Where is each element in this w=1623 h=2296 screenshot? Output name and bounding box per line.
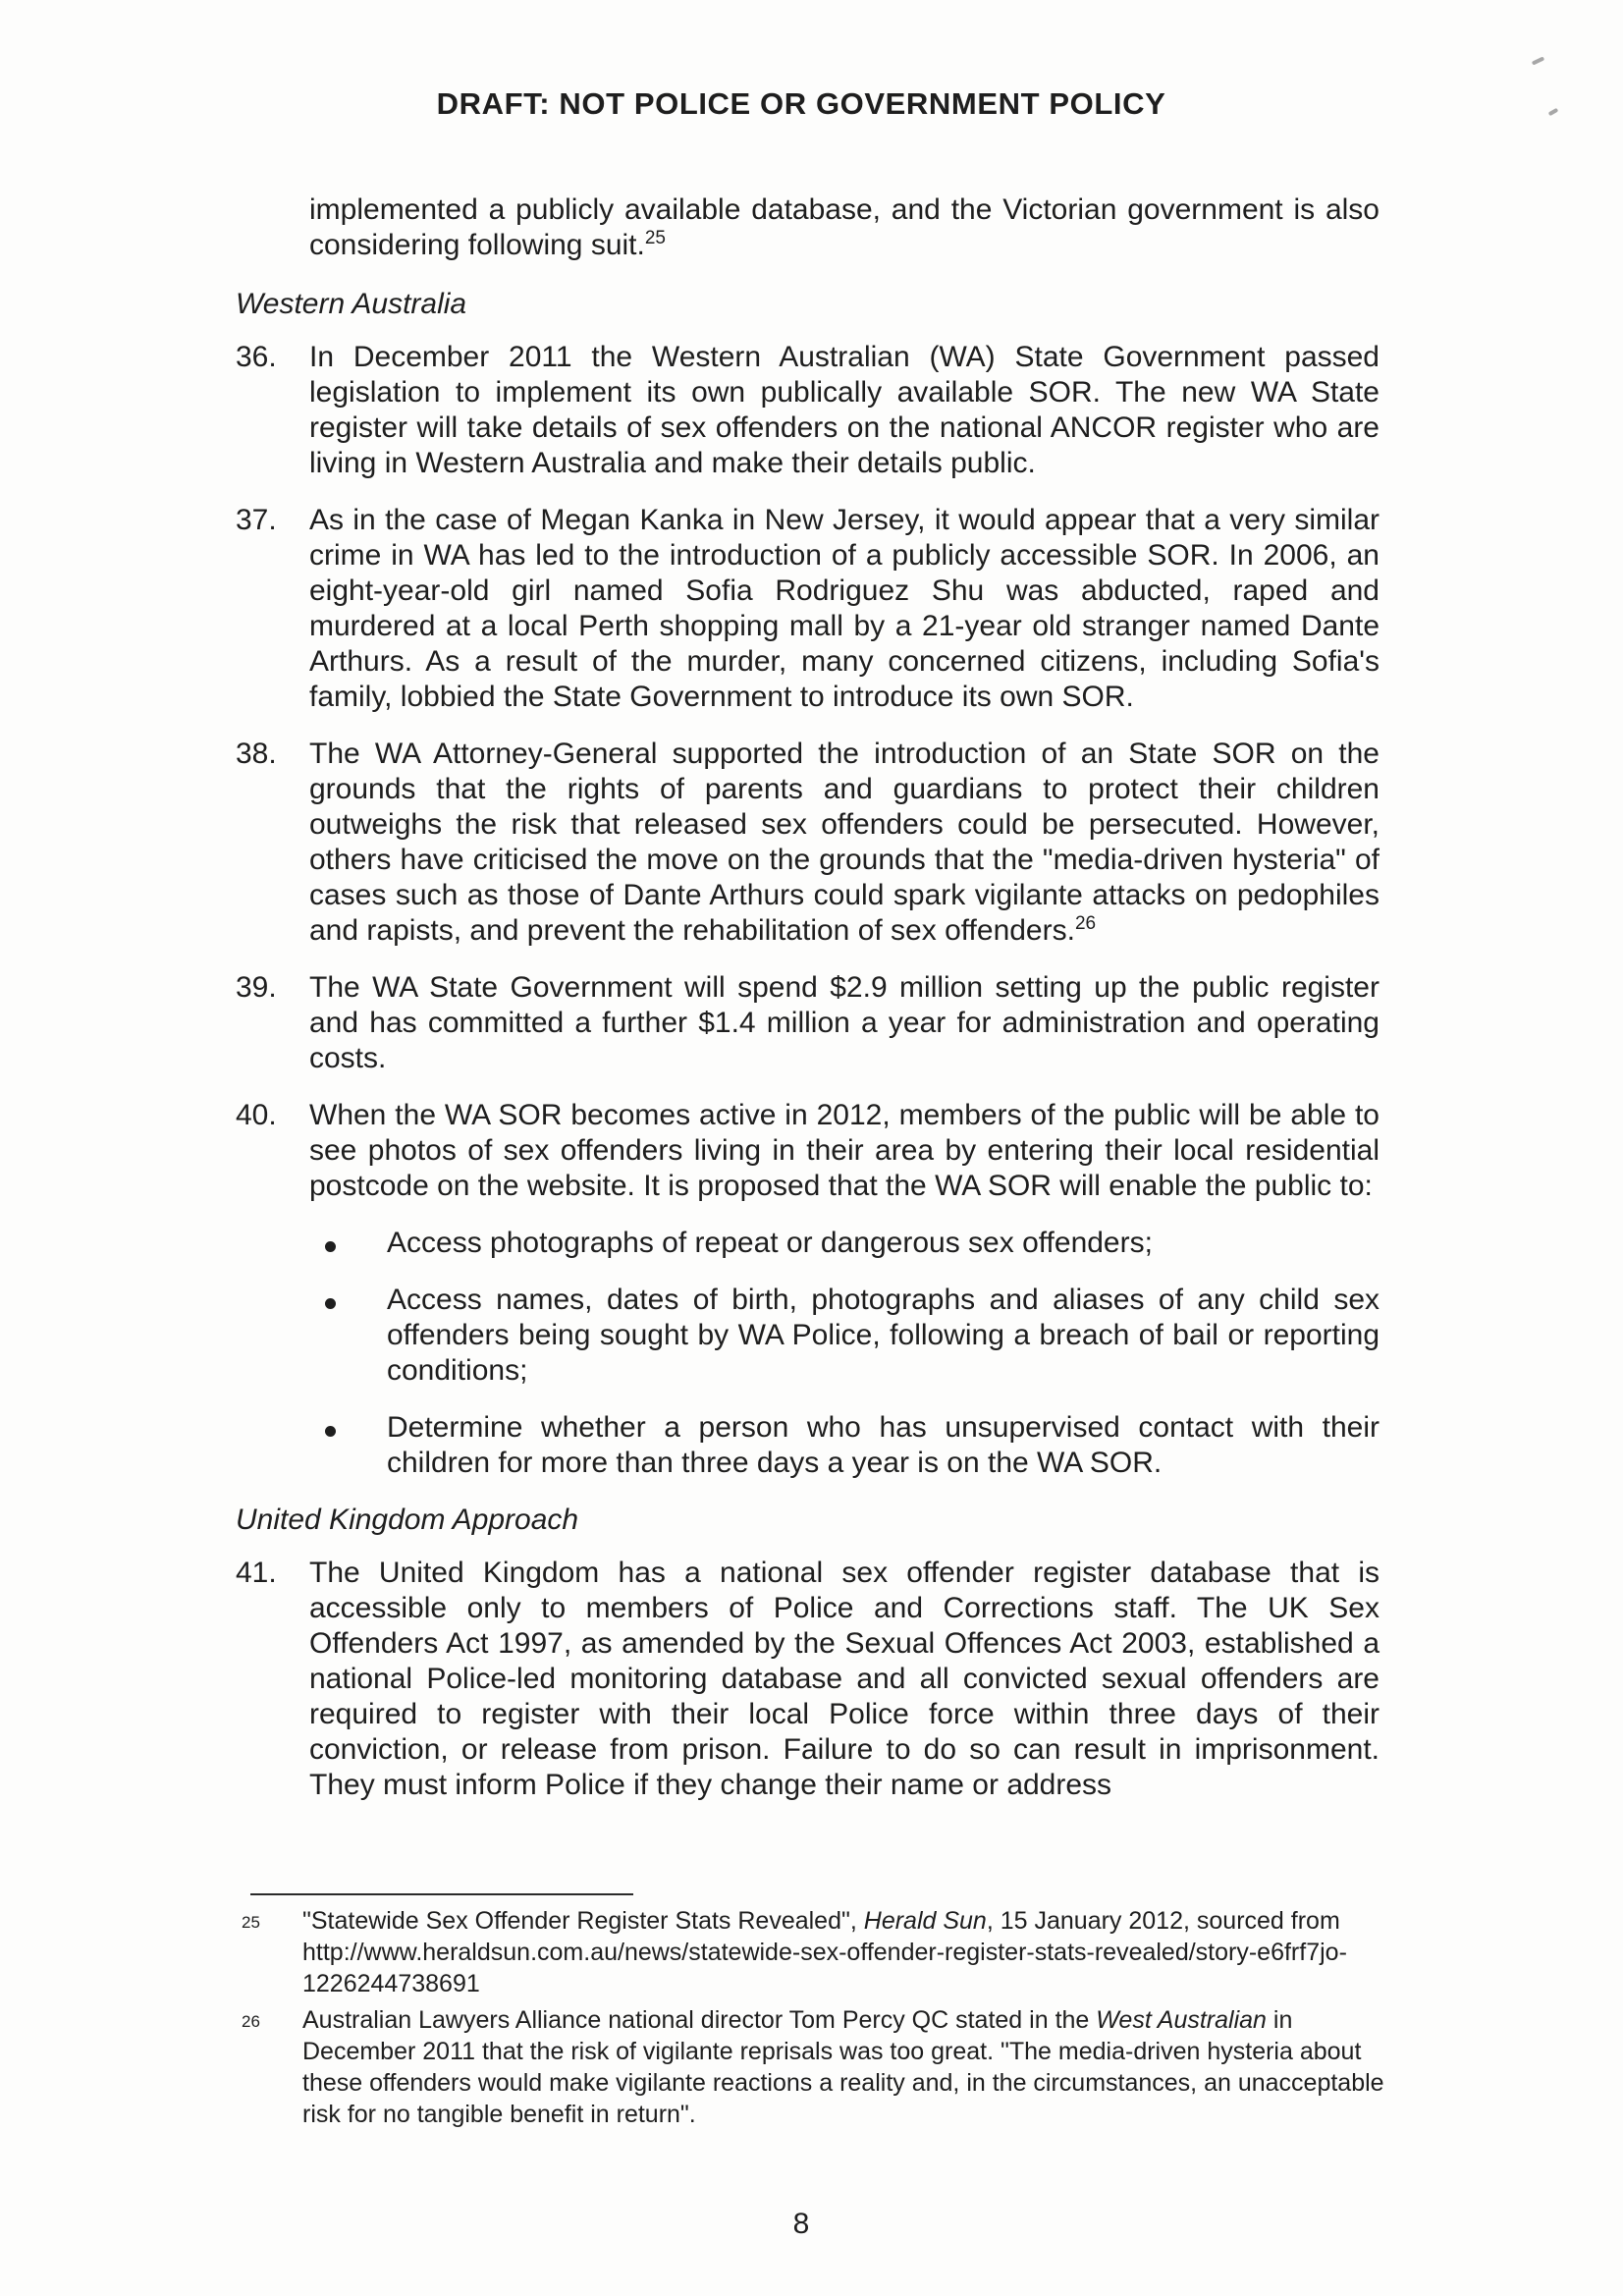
numbered-paragraph-41 xyxy=(236,1556,1389,1803)
footnote-text-part: in December 2011 that the risk of vigilante reprisals was too great. "The media-driven hysteria about these offenders would make vigilante reactions a reality and, in the circumstances, an unacceptable risk for no tangible benefit in return". xyxy=(302,2006,1384,2128)
footnote-text-part: , 15 January 2012, sourced from http://www.heraldsun.com.au/news/statewide-sex-offender-register-stats-revealed/story-e6frf7jo-1226244738691 xyxy=(302,1907,1347,1997)
page-title: DRAFT: NOT POLICE OR GOVERNMENT POLICY xyxy=(436,86,1166,121)
footnote-25 xyxy=(236,1905,1399,1999)
paragraph-number: 39. xyxy=(236,971,277,1004)
paragraph-text xyxy=(309,737,1380,949)
footnote-citation-italic: Herald Sun xyxy=(863,1907,987,1935)
section-heading-united-kingdom: United Kingdom Approach xyxy=(236,1503,579,1536)
bullet-icon xyxy=(309,1226,387,1261)
bullet-text: Access names, dates of birth, photographs and aliases of any child sex offenders being sought by WA Police, following a breach of bail or reporting conditions; xyxy=(387,1284,1380,1387)
bullet-icon xyxy=(309,1410,387,1481)
paragraph-number: 40. xyxy=(236,1099,277,1131)
section-heading-western-australia: Western Australia xyxy=(236,288,467,320)
footnote-text xyxy=(302,1905,1387,1999)
numbered-paragraph-38 xyxy=(236,737,1389,949)
numbered-paragraph-36 xyxy=(236,340,1389,481)
paragraph-text: The WA State Government will spend $2.9 million setting up the public register and has committed a further $1.4 million a year for administration and operating costs. xyxy=(309,971,1380,1074)
numbered-paragraph-37 xyxy=(236,503,1389,715)
footnotes-section xyxy=(236,1893,1399,2135)
footnote-citation-italic: West Australian xyxy=(1096,2006,1267,2034)
numbered-paragraph-40 xyxy=(236,1098,1389,1204)
paragraph-text: When the WA SOR becomes active in 2012, members of the public will be able to see photos of sex offenders living in their area by entering their local residential postcode on the website. It is proposed that the WA SOR will enable the public to: xyxy=(309,1099,1380,1202)
paragraph-number: 38. xyxy=(236,738,277,770)
paragraph-continuation xyxy=(309,192,1380,263)
footnote-ref-26: 26 xyxy=(1074,913,1097,934)
bullet-item xyxy=(309,1283,1389,1389)
document-body xyxy=(236,192,1389,1825)
bullet-item xyxy=(309,1226,1389,1261)
paragraph-text: The United Kingdom has a national sex offender register database that is accessible only to members of Police and Corrections staff. The UK Sex Offenders Act 1997, as amended by the Sexual Offences Act 2003, established a national Police-led monitoring database and all convicted sexual offenders are required to register with their local Police force within three days of their conviction, or release from prison. Failure to do so can result in imprisonment. They must inform Police if they change their name or address xyxy=(309,1557,1380,1801)
paragraph-number: 37. xyxy=(236,504,277,536)
bullet-text: Determine whether a person who has unsupervised contact with their children for more than three days a year is on the WA SOR. xyxy=(387,1411,1380,1479)
bullet-item xyxy=(309,1410,1389,1481)
bullet-icon xyxy=(309,1283,387,1389)
paragraph-text: implemented a publicly available database, and the Victorian government is also considering following suit. xyxy=(309,193,1380,261)
footnote-separator xyxy=(250,1893,633,1895)
footnote-26 xyxy=(236,2004,1399,2130)
page-number: 8 xyxy=(792,2208,810,2240)
paragraph-text: In December 2011 the Western Australian (WA) State Government passed legislation to implement its own publically available SOR. The new WA State register will take details of sex offenders on the national ANCOR register who are living in Western Australia and make their details public. xyxy=(309,341,1380,479)
footnote-number: 26 xyxy=(242,2012,260,2031)
paragraph-number: 41. xyxy=(236,1557,277,1589)
numbered-paragraph-39 xyxy=(236,970,1389,1076)
footnote-text-part: "Statewide Sex Offender Register Stats Revealed", xyxy=(302,1907,864,1935)
paragraph-number: 36. xyxy=(236,341,277,373)
scan-artifact xyxy=(1532,56,1544,65)
footnote-ref-25: 25 xyxy=(644,228,666,248)
footnote-text xyxy=(302,2004,1387,2130)
footnote-number: 25 xyxy=(242,1913,260,1932)
paragraph-text-inline: The WA Attorney-General supported the introduction of an State SOR on the grounds that the rights of parents and guardians to protect their children outweighs the risk that released sex offenders could be persecuted. However, others have criticised the move on the grounds that the "media-driven hysteria" of cases such as those of Dante Arthurs could spark vigilante attacks on pedophiles and rapists, and prevent the rehabilitation of sex offenders. xyxy=(309,738,1380,947)
paragraph-text: As in the case of Megan Kanka in New Jersey, it would appear that a very similar crime in WA has led to the introduction of a publicly accessible SOR. In 2006, an eight-year-old girl named Sofia Rodriguez Shu was abducted, raped and murdered at a local Perth shopping mall by a 21-year old stranger named Dante Arthurs. As a result of the murder, many concerned citizens, including Sofia's family, lobbied the State Government to introduce its own SOR. xyxy=(309,504,1380,713)
footnote-text-part: Australian Lawyers Alliance national director Tom Percy QC stated in the xyxy=(302,2006,1097,2034)
bullet-text: Access photographs of repeat or dangerous sex offenders; xyxy=(387,1227,1153,1259)
